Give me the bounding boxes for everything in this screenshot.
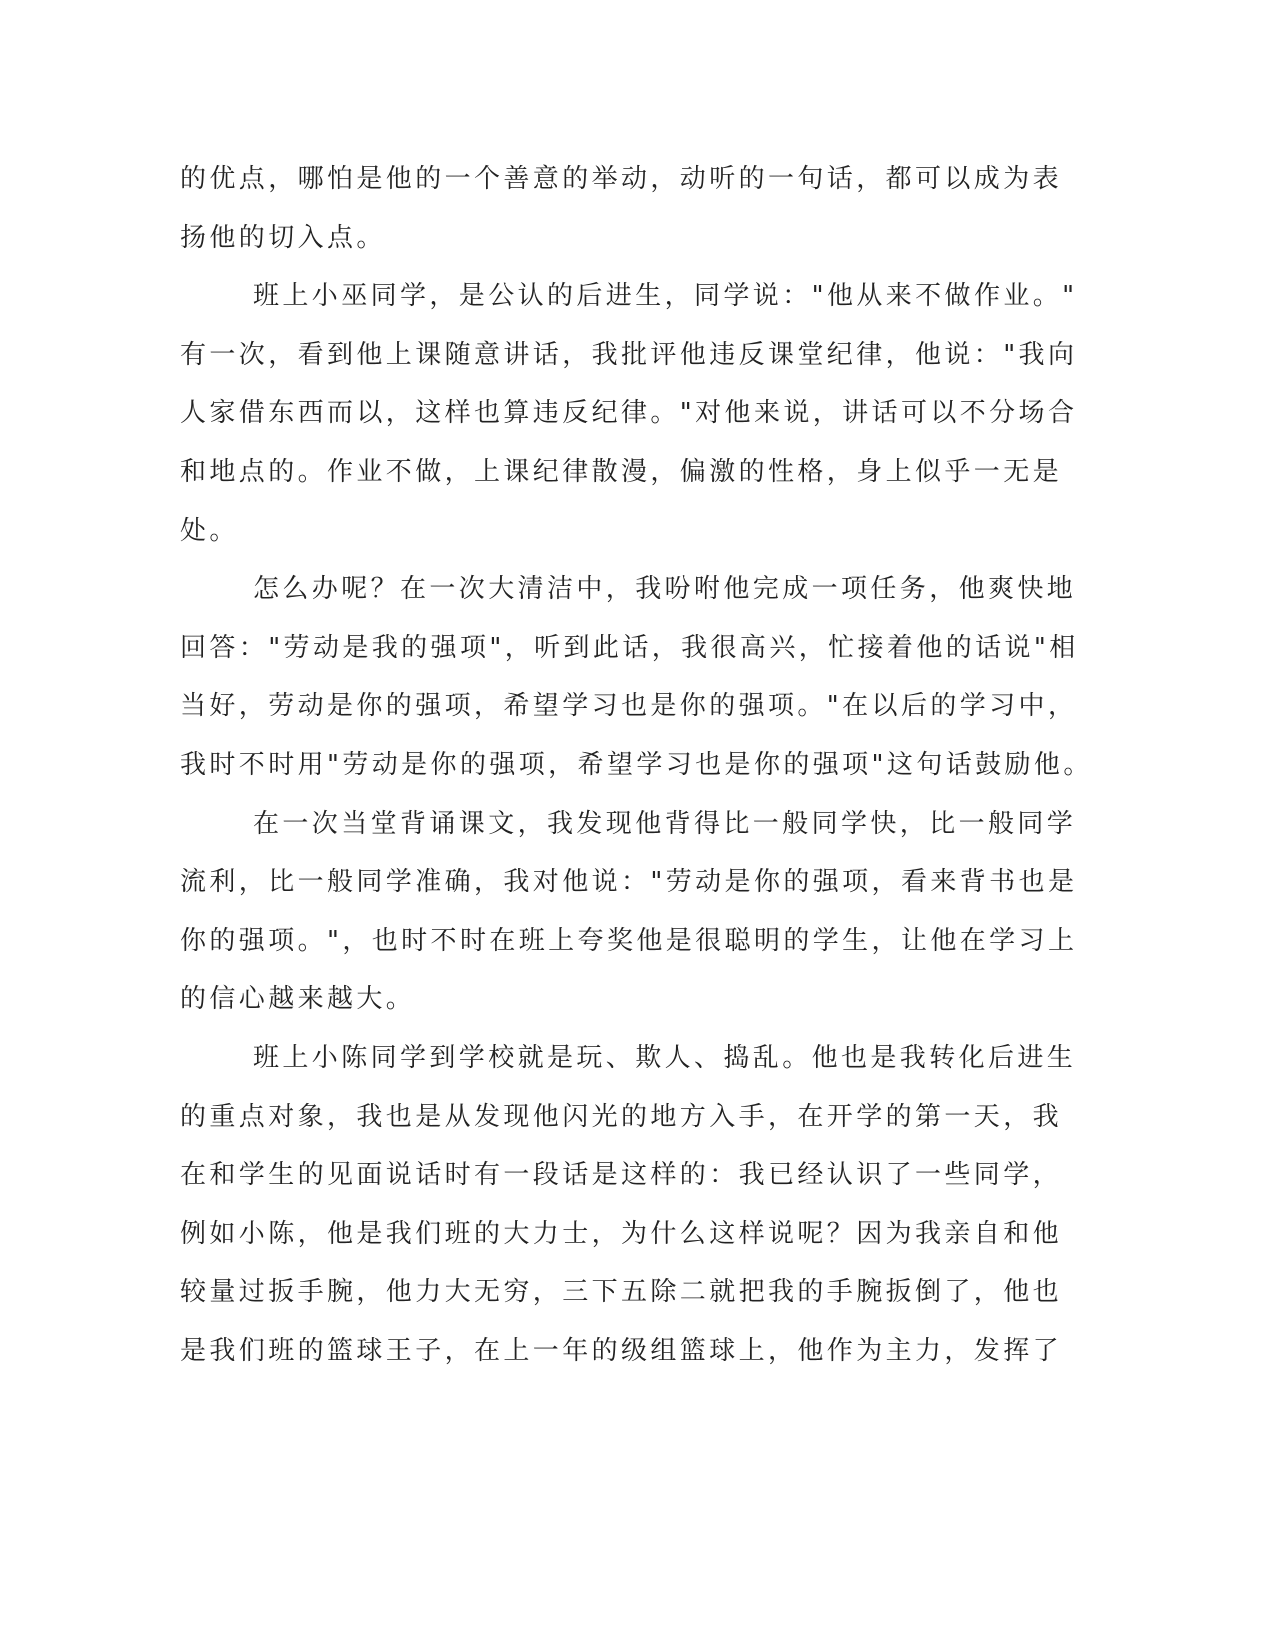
text-line: 你的强项。"，也时不时在班上夸奖他是很聪明的学生，让他在学习上 — [180, 925, 1078, 956]
paragraph-first-line: 在一次当堂背诵课文，我发现他背得比一般同学快，比一般同学 — [253, 808, 1077, 839]
text-line: 的优点，哪怕是他的一个善意的举动，动听的一句话，都可以成为表 — [180, 164, 1063, 194]
paragraph-first-line: 怎么办呢？在一次大清洁中，我吩咐他完成一项任务，他爽快地 — [253, 574, 1077, 605]
text-line: 当好，劳动是你的强项，希望学习也是你的强项。"在以后的学习中， — [180, 691, 1078, 722]
paragraph-first-line: 班上小巫同学，是公认的后进生，同学说："他从来不做作业。" — [253, 281, 1078, 312]
document-page — [180, 150, 1093, 1380]
text-line: 的信心越来越大。 — [180, 984, 416, 1015]
text-line: 有一次，看到他上课随意讲话，我批评他违反课堂纪律，他说："我向 — [180, 339, 1078, 370]
text-line: 在和学生的见面说话时有一段话是这样的：我已经认识了一些同学， — [180, 1160, 1063, 1191]
paragraph-first-line: 班上小陈同学到学校就是玩、欺人、捣乱。他也是我转化后进生 — [253, 1042, 1077, 1073]
text-line: 较量过扳手腕，他力大无穷，三下五除二就把我的手腕扳倒了，他也 — [180, 1277, 1063, 1308]
text-line: 是我们班的篮球王子，在上一年的级组篮球上，他作为主力，发挥了 — [180, 1335, 1063, 1366]
text-line: 回答："劳动是我的强项"，听到此话，我很高兴，忙接着他的话说"相 — [180, 632, 1079, 663]
text-line: 的重点对象，我也是从发现他闪光的地方入手，在开学的第一天，我 — [180, 1101, 1063, 1132]
text-line: 例如小陈，他是我们班的大力士，为什么这样说呢？因为我亲自和他 — [180, 1218, 1063, 1249]
text-line: 处。 — [180, 515, 239, 546]
text-line: 扬他的切入点。 — [180, 222, 386, 253]
text-line: 和地点的。作业不做，上课纪律散漫，偏激的性格，身上似乎一无是 — [180, 456, 1063, 487]
text-line: 流利，比一般同学准确，我对他说："劳动是你的强项，看来背书也是 — [180, 867, 1078, 898]
text-line: 人家借东西而以，这样也算违反纪律。"对他来说，讲话可以不分场合 — [180, 398, 1078, 429]
text-line: 我时不时用"劳动是你的强项，希望学习也是你的强项"这句话鼓励他。 — [180, 749, 1093, 780]
